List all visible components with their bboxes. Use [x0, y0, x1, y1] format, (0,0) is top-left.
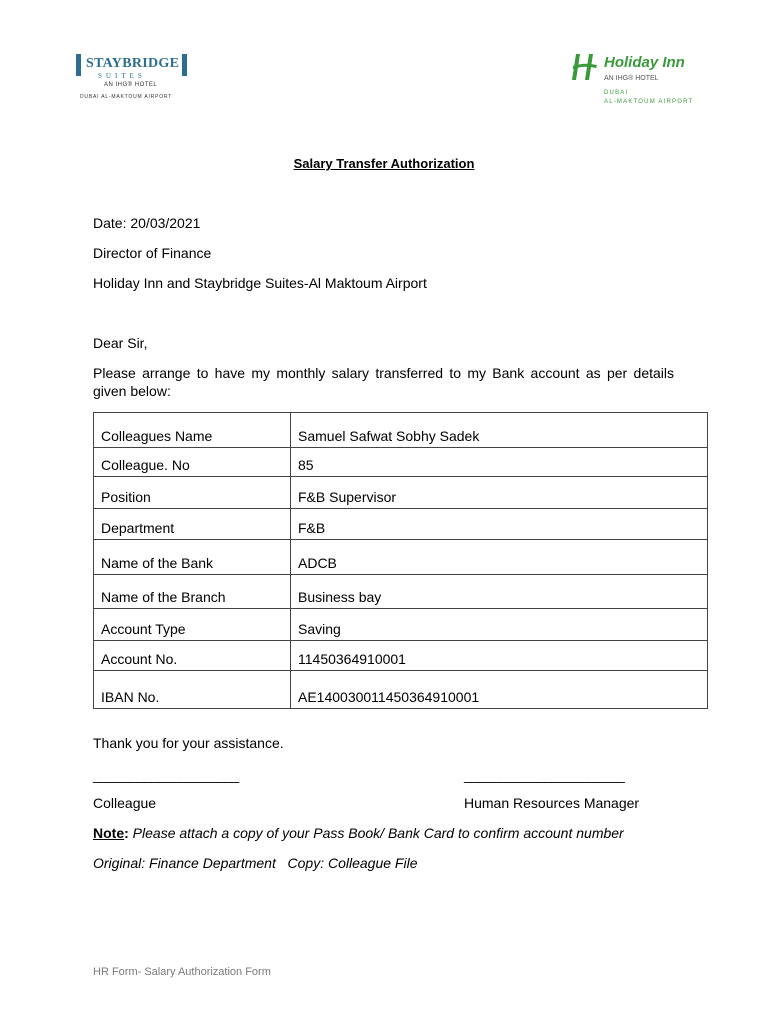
holiday-inn-wordmark: Holiday Inn	[604, 54, 685, 71]
colleague-signature-line: ____________________	[93, 767, 239, 783]
row-label: Name of the Bank	[94, 540, 291, 575]
row-label: Department	[94, 509, 291, 540]
staybridge-wordmark: STAYBRIDGE	[76, 54, 188, 76]
organization-line: Holiday Inn and Staybridge Suites-Al Maktoum Airport	[93, 275, 427, 291]
row-label: Account Type	[94, 609, 291, 641]
salutation: Dear Sir,	[93, 335, 148, 351]
row-value: Saving	[291, 609, 708, 641]
table-row	[94, 509, 708, 540]
request-paragraph: Please arrange to have my monthly salary transferred to my Bank account as per details given below:	[93, 365, 674, 399]
table-row	[94, 671, 708, 709]
row-value: F&B	[291, 509, 708, 540]
colleague-label: Colleague	[93, 795, 157, 811]
table-row	[94, 540, 708, 575]
table-row	[94, 641, 708, 671]
hr-signature-line: ______________________	[464, 767, 625, 783]
note-line	[93, 825, 624, 841]
row-label: Colleagues Name	[94, 413, 291, 448]
holiday-inn-location-2: AL-MAKTOUM AIRPORT	[604, 99, 694, 105]
note-text: Please attach a copy of your Pass Book/ Bank Card to confirm account number	[128, 825, 624, 841]
row-value: ADCB	[291, 540, 708, 575]
row-value: F&B Supervisor	[291, 477, 708, 509]
table-row	[94, 413, 708, 448]
staybridge-suites-text: SUITES	[98, 72, 146, 80]
holiday-inn-h-icon	[570, 52, 600, 82]
recipient-line: Director of Finance	[93, 245, 212, 261]
row-label: Position	[94, 477, 291, 509]
table-row	[94, 609, 708, 641]
row-value: Samuel Safwat Sobhy Sadek	[291, 413, 708, 448]
row-value: 85	[291, 448, 708, 477]
row-value: AE140030011450364910001	[291, 671, 708, 709]
closing-line: Thank you for your assistance.	[93, 735, 284, 751]
holiday-inn-location-1: DUBAI	[604, 90, 629, 96]
holiday-inn-logo	[568, 48, 708, 110]
row-label: Name of the Branch	[94, 575, 291, 609]
table-row	[94, 448, 708, 477]
distribution-line: Original: Finance Department Copy: Colleague File	[93, 855, 418, 871]
bank-details-table	[93, 412, 708, 709]
logo-bar-left	[76, 54, 81, 76]
document-title: Salary Transfer Authorization	[293, 156, 475, 171]
note-colon: :	[124, 825, 129, 841]
row-label: Account No.	[94, 641, 291, 671]
row-value: Business bay	[291, 575, 708, 609]
staybridge-location: DUBAI AL-MAKTOUM AIRPORT	[80, 94, 173, 100]
holiday-inn-ihg-text: AN IHG® HOTEL	[604, 75, 659, 82]
table-row	[94, 575, 708, 609]
row-label: IBAN No.	[94, 671, 291, 709]
date-line: Date: 20/03/2021	[93, 215, 201, 231]
staybridge-ihg-text: AN IHG® HOTEL	[104, 82, 158, 88]
hr-manager-label: Human Resources Manager	[464, 795, 640, 811]
row-value: 11450364910001	[291, 641, 708, 671]
note-label: Note	[93, 825, 125, 841]
staybridge-logo	[76, 52, 188, 102]
row-label: Colleague. No	[94, 448, 291, 477]
page-footer: HR Form- Salary Authorization Form	[93, 966, 271, 978]
logo-bar-right	[182, 54, 187, 76]
table-row	[94, 477, 708, 509]
